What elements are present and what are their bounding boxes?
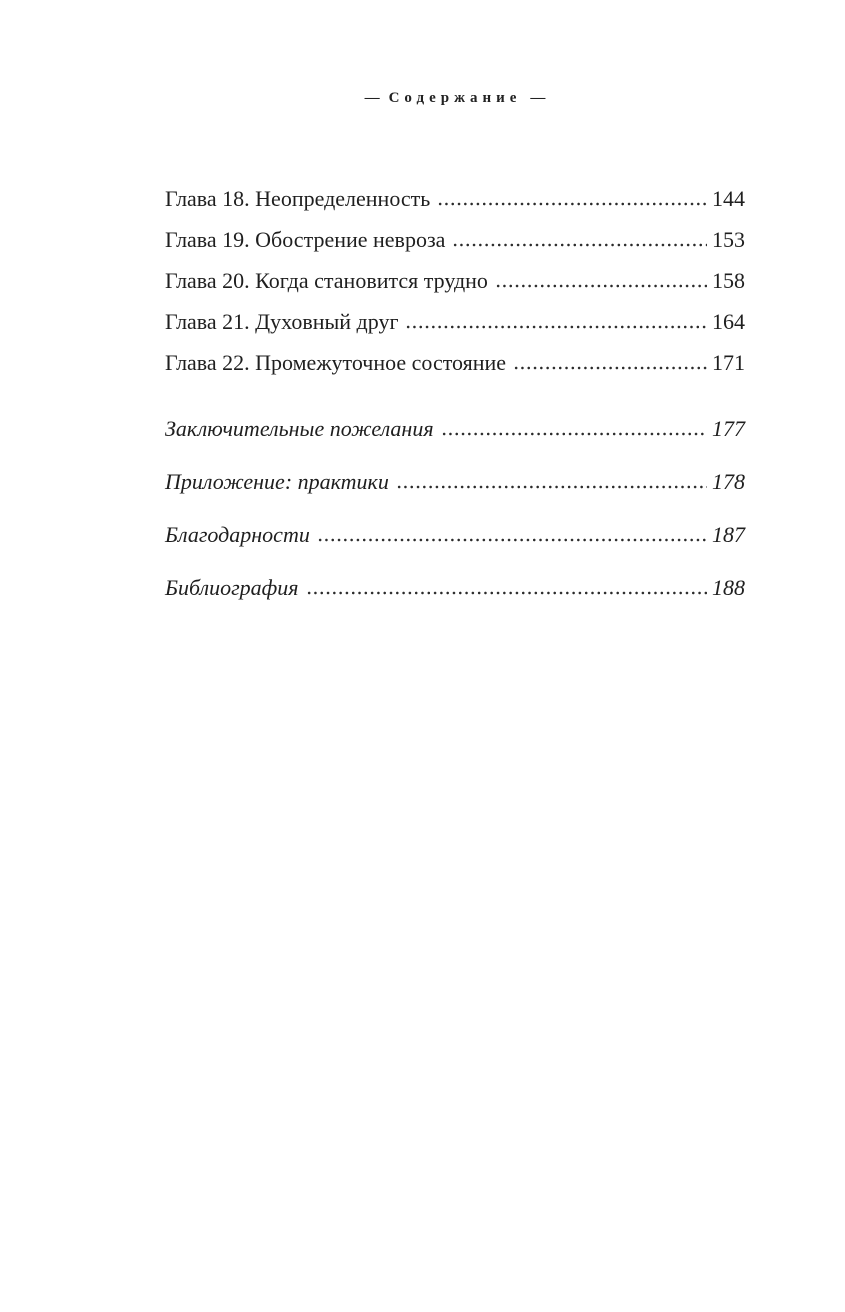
toc-entry-bibliography — [165, 561, 745, 614]
dot-leader — [495, 284, 707, 288]
toc-entry-chapter-21 — [165, 301, 745, 342]
entry-title: Глава 22. Промежуточное состояние — [165, 350, 507, 375]
toc-entry-chapter-19 — [165, 219, 745, 260]
entry-title: Благодарности — [165, 522, 310, 547]
page-number: 177 — [712, 416, 745, 441]
dot-leader — [396, 485, 707, 489]
entry-title: Глава 19. Обострение невроза — [165, 227, 446, 252]
entry-title: Глава 18. Неопределенность — [165, 186, 431, 211]
entry-title: Глава 21. Духовный друг — [165, 309, 399, 334]
toc-title: Содержание — [388, 90, 522, 106]
dot-leader — [452, 243, 707, 247]
dot-leader — [437, 202, 707, 206]
toc-back-matter-list — [165, 402, 745, 614]
toc-entry-chapter-22 — [165, 342, 745, 383]
toc-entry-chapter-20 — [165, 260, 745, 301]
toc-heading — [165, 86, 745, 110]
entry-title: Глава 20. Когда становится трудно — [165, 268, 488, 293]
dot-leader — [317, 538, 707, 542]
page-number: 171 — [712, 350, 745, 375]
page-number: 178 — [712, 469, 745, 494]
toc-chapter-list — [165, 178, 745, 383]
toc-entry-appendix — [165, 455, 745, 508]
toc-entry-acknowledgements — [165, 508, 745, 561]
dot-leader — [441, 432, 707, 436]
dot-leader — [306, 591, 707, 595]
heading-dash-right: — — [530, 90, 546, 106]
toc-entry-chapter-18 — [165, 178, 745, 219]
page-number: 187 — [712, 522, 745, 547]
toc-entry-final-wishes — [165, 402, 745, 455]
toc-content — [165, 0, 745, 614]
entry-title: Приложение: практики — [165, 469, 389, 494]
page-number: 153 — [712, 227, 745, 252]
heading-dash-left: — — [364, 90, 380, 106]
dot-leader — [513, 366, 707, 370]
page-number: 164 — [712, 309, 745, 334]
page-number: 158 — [712, 268, 745, 293]
page-number: 144 — [712, 186, 745, 211]
entry-title: Библиография — [165, 575, 299, 600]
dot-leader — [405, 325, 707, 329]
page-number: 188 — [712, 575, 745, 600]
entry-title: Заключительные пожелания — [165, 416, 434, 441]
